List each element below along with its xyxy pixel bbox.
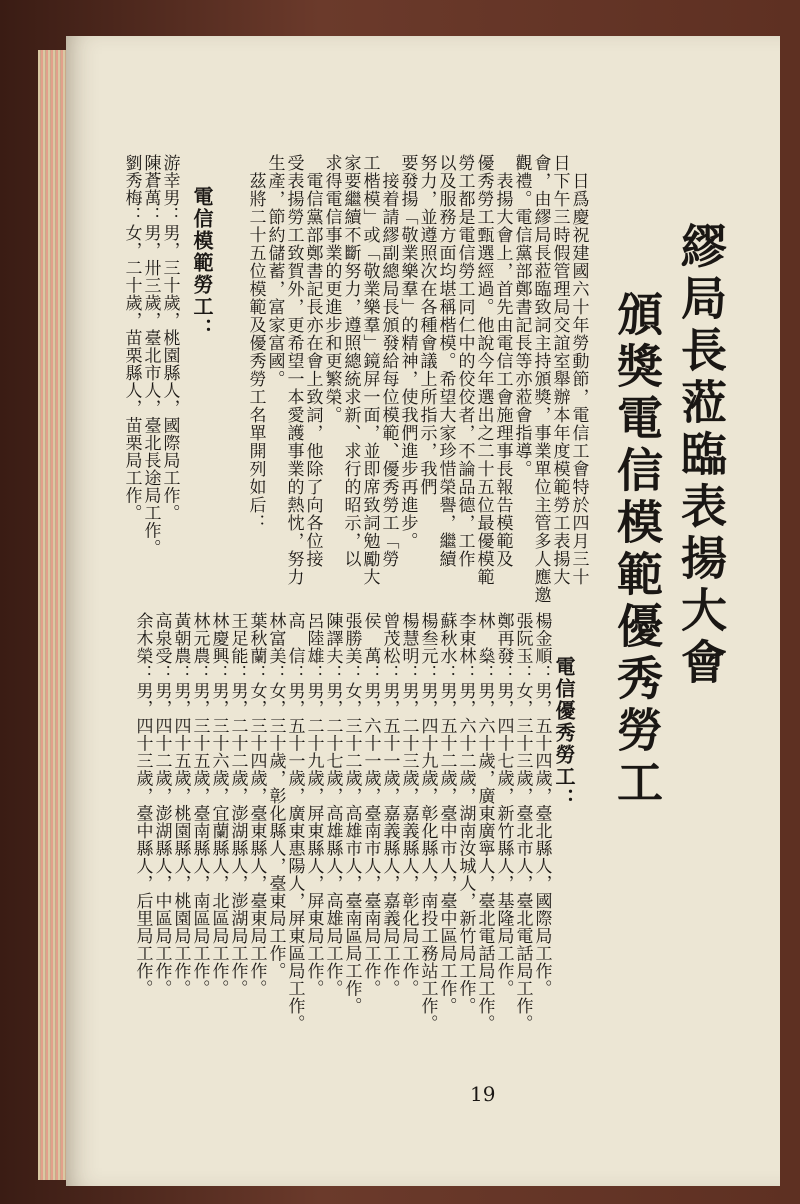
- excellent-worker-entry: 侯 萬：男，六十一歲，臺南市人，臺南局工作。: [360, 612, 381, 997]
- article-line: 生產，節約儲蓄，富家富國。: [264, 154, 285, 388]
- article-line: 以及服務方面均堪稱楷模。希望大家珍惜榮譽，繼續: [435, 154, 456, 568]
- excellent-worker-entry: 葉秋蘭：女，三十四歲，臺東縣人，臺東局工作。: [246, 612, 267, 997]
- excellent-worker-entry: 林富美：女，三十歲，彰化縣人，臺東局工作。: [265, 612, 286, 980]
- article-line: 努力，並遵照次在各種會議上所指示，我們: [416, 154, 437, 496]
- excellent-worker-entry: 林 燊：男，六十歲，廣東廣寧人，臺北電話局工作。: [474, 612, 495, 1032]
- excellent-workers-heading: 電信優秀勞工：: [552, 656, 576, 810]
- excellent-worker-entry: 黃朝農：男，四十五歲，桃園縣人，桃園局工作。: [170, 612, 191, 997]
- excellent-worker-entry: 楊慧明：男，二十三歲，嘉義縣人，彰化局工作。: [398, 612, 419, 997]
- excellent-worker-entry: 蘇秋水：男，五十二歲，臺中市人，臺中區局工作。: [436, 612, 457, 1015]
- excellent-worker-entry: 林元農：男，三十五歲，臺南縣人，南區局工作。: [189, 612, 210, 997]
- excellent-worker-entry: 林慶興：男，三十六歲，宜蘭縣人，北區局工作。: [208, 612, 229, 997]
- article-line: 優秀勞工甄選經過。他說今年選出之二十五位最優模範: [473, 154, 494, 586]
- excellent-worker-entry: 張阮玉：女，三十三歲，臺北市人，臺北電話局工作。: [512, 612, 533, 1032]
- excellent-worker-entry: 楊金順：男，五十四歲，臺北縣人，國際局工作。: [531, 612, 552, 997]
- article-line: 觀禮。電信黨部鄭書記長等亦蒞會指導。: [511, 154, 532, 478]
- model-worker-entry: 陳蒼萬：男，卅三歲，臺北市人，臺北長途局工作。: [140, 154, 161, 557]
- page-number: 19: [470, 1082, 496, 1106]
- model-worker-entry: 劉秀梅：女，二十歲，苗栗縣人，苗栗局工作。: [121, 154, 142, 522]
- book-page: [66, 36, 780, 1186]
- excellent-worker-entry: 高泉受：男，四十二歲，澎湖縣人，中區局工作。: [151, 612, 172, 997]
- title-line-2: 頒獎電信模範優秀勞工: [610, 290, 664, 810]
- excellent-worker-entry: 鄭再發：男，四十七歲，新竹縣人，基隆局工作。: [493, 612, 514, 997]
- excellent-worker-entry: 楊叁元：男，四十九歲，彰化縣人，南投工務站工作。: [417, 612, 438, 1032]
- article-line: 工楷模」或「敬業樂羣」鏡屏一面，並即席致詞勉勵大: [359, 154, 380, 586]
- article-line: 日下午三時假管理局交誼室舉辦本年度模範勞工表揚大: [549, 154, 570, 586]
- article-line: 會，由繆局長蒞臨致詞主持頒獎，事業單位主管多人應邀: [530, 154, 551, 604]
- article-line: 求得電信事業的更進步和更繁榮。: [321, 154, 342, 424]
- excellent-worker-entry: 曾茂松：男，五十一歲，嘉義縣人，嘉義局工作。: [379, 612, 400, 997]
- excellent-worker-entry: 高 信：男，五十一歲，廣東惠陽人，屏東區局工作。: [284, 612, 305, 1032]
- article-line: 家要繼續不斷努力，遵照總統求新、求行的昭示，以: [340, 154, 361, 568]
- article-line: 茲將二十五位模範及優秀勞工名單開列如后：: [245, 172, 266, 532]
- model-worker-entry: 游幸男：男，三十歲，桃園縣人，國際局工作。: [159, 154, 180, 522]
- article-line: 受表揚勞工致賀外，更希望一本愛護事業的熱忱，努力: [283, 154, 304, 586]
- article-line: 電信黨部鄭書記長亦在會上致詞，他除了向各位接: [302, 172, 323, 568]
- excellent-worker-entry: 陳譯夫：男，二十七歲，高雄縣人，高雄局工作。: [322, 612, 343, 997]
- excellent-worker-entry: 李東林：男，六十二歲，湖南汝城人，新竹局工作。: [455, 612, 476, 1015]
- article-line: 表揚大會上，首先由電信工會施理事長報告模範及: [492, 172, 513, 568]
- model-workers-heading: 電信模範勞工：: [190, 186, 214, 340]
- excellent-worker-entry: 張勝美：女，三十二歲，高雄市人，臺南區局工作。: [341, 612, 362, 1015]
- article-line: 勞工都是電信勞工同仁中的佼佼者，不論品德，工作: [454, 154, 475, 568]
- title-line-1: 繆局長蒞臨表揚大會: [674, 222, 728, 690]
- article-line: 日爲慶祝建國六十年勞動節，電信工會特於四月三十: [568, 172, 589, 586]
- excellent-worker-entry: 王足能：男，二十二歲，澎湖縣人，澎湖局工作。: [227, 612, 248, 997]
- article-line: 接着請繆副總局長頒發給每位模範、優秀勞工「勞: [378, 172, 399, 568]
- excellent-worker-entry: 呂陸雄：男，二十九歲，屏東縣人，屏東局工作。: [303, 612, 324, 997]
- article-line: 要發揚「敬業樂羣」的精神，使我們進步再進步。: [397, 154, 418, 550]
- excellent-worker-entry: 余木榮：男，四十三歲，臺中縣人，后里局工作。: [132, 612, 153, 997]
